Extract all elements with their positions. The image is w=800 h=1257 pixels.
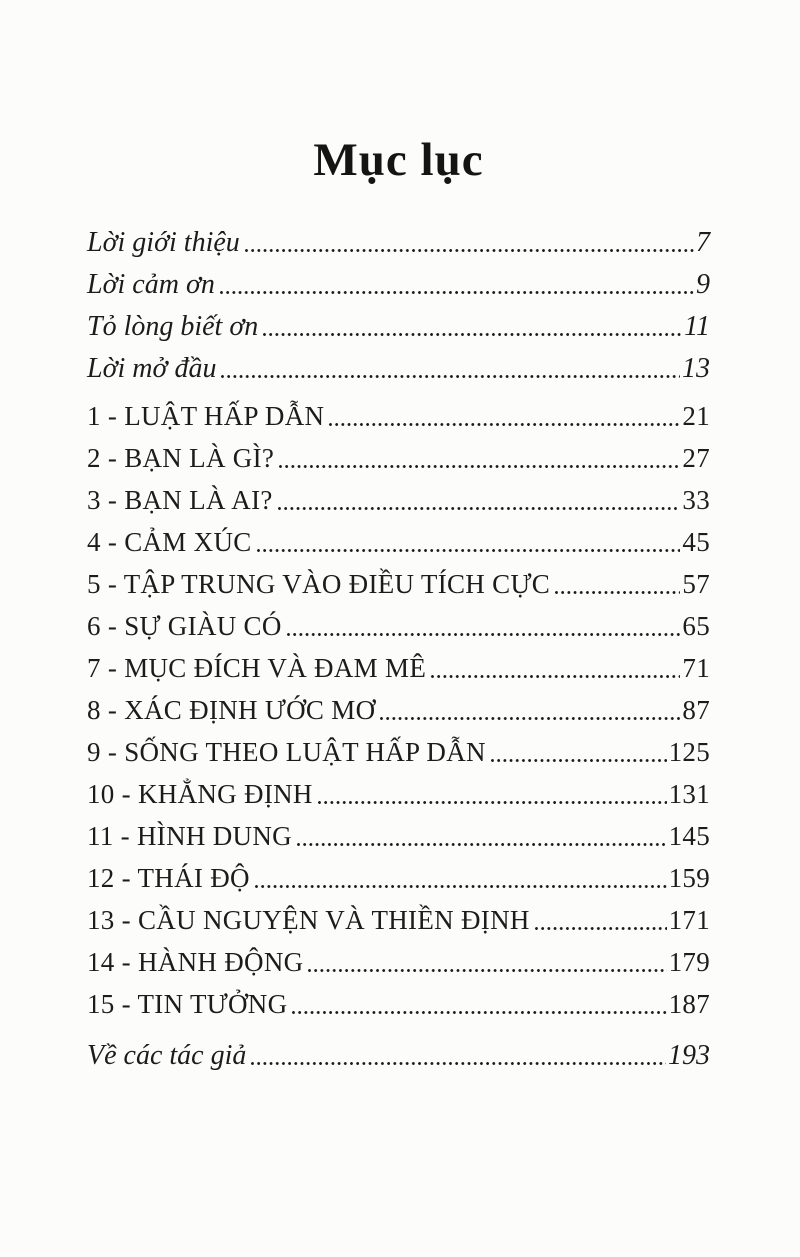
dot-leader — [535, 927, 667, 930]
toc-entry-label: 6 - SỰ GIÀU CÓ — [87, 611, 282, 641]
toc-entry-label: 2 - BẠN LÀ GÌ? — [87, 443, 275, 473]
dot-leader — [380, 717, 680, 720]
toc-entry-page: 27 — [682, 443, 710, 473]
toc-entry-page: 87 — [682, 695, 710, 725]
toc-entry-page: 57 — [682, 569, 710, 599]
dot-leader — [245, 249, 694, 252]
toc-entry-page: 33 — [682, 485, 710, 515]
toc-entry-page: 125 — [668, 737, 710, 767]
dot-leader — [257, 549, 681, 552]
toc-entry-page: 71 — [682, 653, 710, 683]
toc-entry — [87, 313, 710, 340]
dot-leader — [431, 675, 680, 678]
dot-leader — [318, 801, 667, 804]
toc-entry-page: 9 — [696, 269, 710, 300]
toc-entry-label: 9 - SỐNG THEO LUẬT HẤP DẪN — [87, 737, 486, 767]
toc-entry — [87, 403, 710, 430]
table-of-contents — [87, 229, 710, 1069]
toc-entry-label: 1 - LUẬT HẤP DẪN — [87, 401, 325, 431]
toc-entry-page: 45 — [682, 527, 710, 557]
toc-entry — [87, 697, 710, 724]
toc-entry — [87, 865, 710, 892]
toc-entry — [87, 655, 710, 682]
dot-leader — [555, 591, 680, 594]
toc-entry-page: 179 — [668, 947, 710, 977]
toc-entry — [87, 271, 710, 298]
toc-entry — [87, 991, 710, 1018]
toc-entry — [87, 739, 710, 766]
toc-entry-label: 4 - CẢM XÚC — [87, 527, 252, 557]
toc-entry-label: Tỏ lòng biết ơn — [87, 311, 259, 342]
toc-entry-label: 11 - HÌNH DUNG — [87, 821, 292, 851]
dot-leader — [279, 465, 680, 468]
toc-entry — [87, 355, 710, 382]
toc-entry-label: Lời giới thiệu — [87, 227, 240, 258]
toc-entry — [87, 1042, 710, 1069]
toc-entry-page: 187 — [668, 989, 710, 1019]
toc-entry-label: 8 - XÁC ĐỊNH ƯỚC MƠ — [87, 695, 376, 725]
dot-leader — [308, 969, 666, 972]
toc-entry — [87, 571, 710, 598]
toc-entry-label: 15 - TIN TƯỞNG — [87, 989, 288, 1019]
dot-leader — [292, 1011, 666, 1014]
toc-entry-label: Lời mở đầu — [87, 353, 217, 384]
toc-entry-page: 13 — [682, 353, 710, 384]
dot-leader — [278, 507, 681, 510]
toc-entry — [87, 529, 710, 556]
toc-entry — [87, 613, 710, 640]
toc-entry-page: 65 — [682, 611, 710, 641]
dot-leader — [221, 375, 680, 378]
chapters-section — [87, 403, 710, 1018]
toc-entry-page: 193 — [668, 1040, 710, 1071]
dot-leader — [251, 1062, 666, 1065]
toc-entry-label: 14 - HÀNH ĐỘNG — [87, 947, 304, 977]
toc-entry-label: 10 - KHẲNG ĐỊNH — [87, 779, 313, 809]
dot-leader — [255, 885, 667, 888]
back-matter-section — [87, 1042, 710, 1069]
toc-entry-label: 7 - MỤC ĐÍCH VÀ ĐAM MÊ — [87, 653, 427, 683]
toc-entry-page: 145 — [668, 821, 710, 851]
toc-entry-label: Lời cảm ơn — [87, 269, 215, 300]
toc-entry-page: 11 — [684, 311, 710, 342]
toc-entry — [87, 781, 710, 808]
toc-entry-page: 171 — [668, 905, 710, 935]
toc-entry — [87, 445, 710, 472]
dot-leader — [329, 423, 680, 426]
front-matter-section — [87, 229, 710, 382]
toc-entry — [87, 949, 710, 976]
toc-entry-label: Về các tác giả — [87, 1040, 247, 1071]
toc-entry-label: 5 - TẬP TRUNG VÀO ĐIỀU TÍCH CỰC — [87, 569, 551, 599]
toc-entry — [87, 907, 710, 934]
toc-entry — [87, 229, 710, 256]
toc-entry-label: 3 - BẠN LÀ AI? — [87, 485, 273, 515]
toc-entry-page: 159 — [668, 863, 710, 893]
toc-entry-page: 7 — [696, 227, 710, 258]
toc-entry — [87, 823, 710, 850]
toc-entry-label: 13 - CẦU NGUYỆN VÀ THIỀN ĐỊNH — [87, 905, 530, 935]
dot-leader — [263, 333, 682, 336]
page-title: Mục lục — [313, 134, 484, 186]
toc-entry-page: 131 — [668, 779, 710, 809]
toc-entry — [87, 487, 710, 514]
toc-entry-page: 21 — [682, 401, 710, 431]
dot-leader — [491, 759, 667, 762]
dot-leader — [220, 291, 694, 294]
dot-leader — [287, 633, 681, 636]
dot-leader — [297, 843, 667, 846]
toc-entry-label: 12 - THÁI ĐỘ — [87, 863, 250, 893]
